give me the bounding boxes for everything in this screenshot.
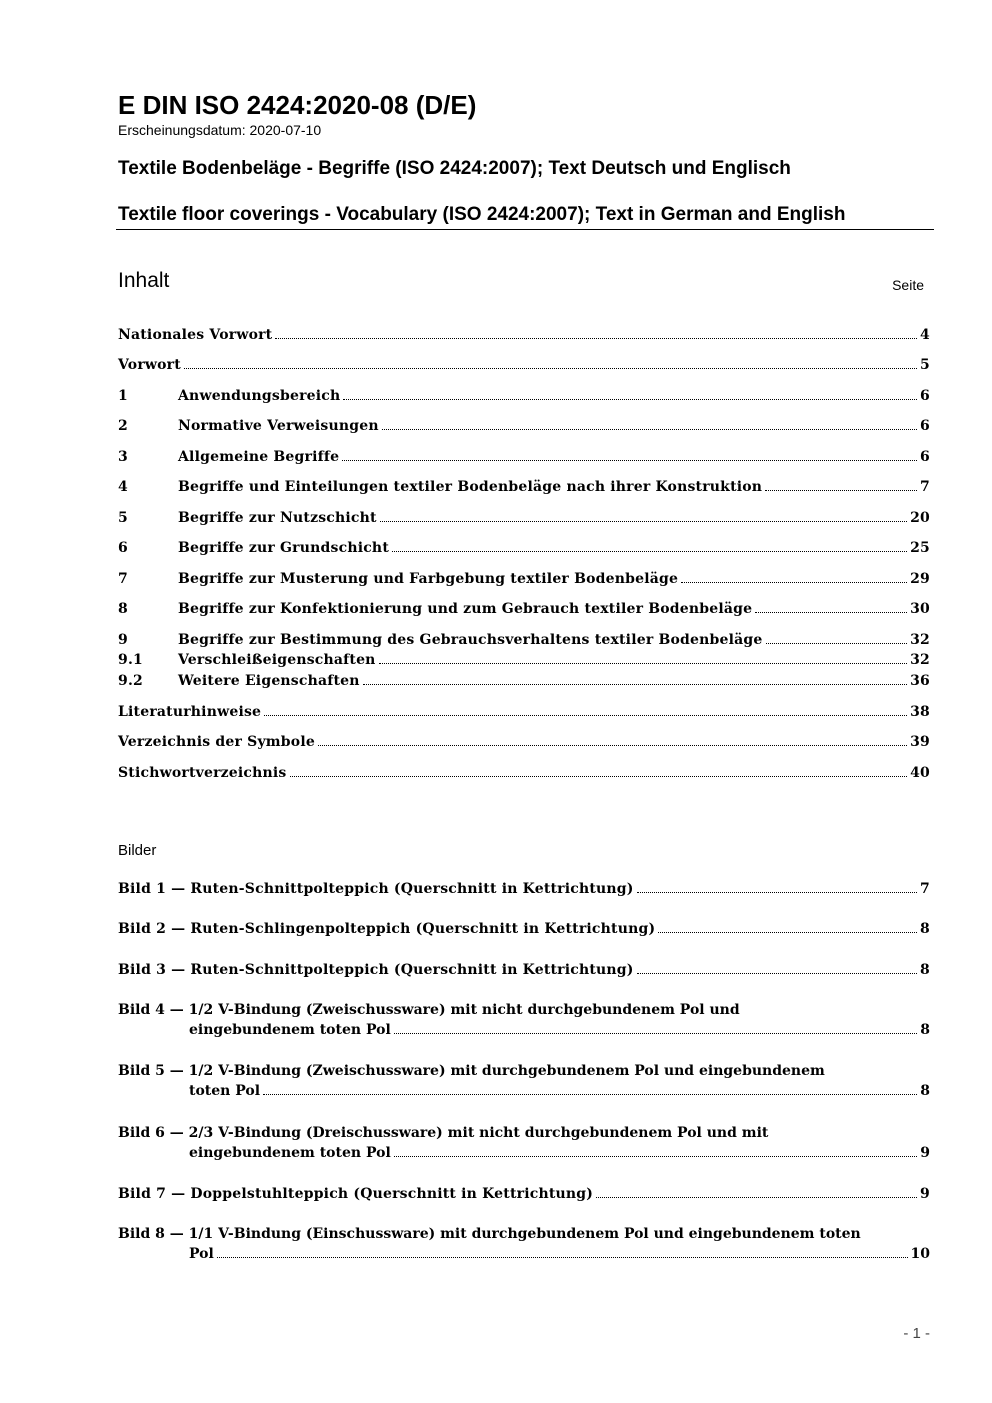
figure-entry-page: 7: [920, 881, 930, 897]
toc-entry-label: Verschleißeigenschaften: [178, 652, 376, 668]
dot-leader: [380, 521, 907, 522]
dot-leader: [318, 745, 907, 746]
toc-entry-number: 9: [118, 632, 128, 648]
toc-entry-page: 36: [910, 673, 930, 689]
figures-heading: Bilder: [118, 842, 157, 859]
toc-entry-label: Normative Verweisungen: [178, 418, 379, 434]
toc-entry-label: Literaturhinweise: [118, 704, 262, 720]
figure-entry[interactable]: [118, 880, 930, 899]
figure-entry-page: 8: [920, 921, 930, 937]
toc-entry-page: 7: [920, 479, 930, 495]
dot-leader: [392, 551, 907, 552]
toc-entry-page: 5: [920, 357, 930, 373]
toc-entry-number: 3: [118, 449, 128, 465]
dot-leader: [394, 1033, 917, 1034]
toc-entry[interactable]: [118, 651, 930, 670]
title-english: Textile floor coverings - Vocabulary (ISO 2424:2007); Text in German and English: [118, 204, 846, 225]
toc-entry-page: 4: [920, 327, 930, 343]
toc-entry-label: Begriffe und Einteilungen textiler Bodenbeläge nach ihrer Konstruktion: [178, 479, 763, 495]
toc-entry-number: 9.2: [118, 673, 143, 689]
toc-entry-number: 8: [118, 601, 128, 617]
figure-entry-line1: Bild 8 — 1/1 V-Bindung (Einschussware) mit durchgebundenem Pol und eingebundenem toten: [118, 1226, 861, 1242]
toc-entry[interactable]: [118, 631, 930, 650]
figure-entry-page: 10: [910, 1246, 930, 1262]
figure-entry[interactable]: [118, 920, 930, 939]
toc-entry-page: 32: [910, 652, 930, 668]
figure-entry-line2: eingebundenem toten Pol: [189, 1145, 391, 1161]
figure-entry-page: 9: [920, 1186, 930, 1202]
figure-entry-label: Bild 7 — Doppelstuhlteppich (Querschnitt in Kettrichtung): [118, 1186, 594, 1202]
toc-entry[interactable]: [118, 356, 930, 375]
toc-entry-label: Begriffe zur Musterung und Farbgebung textiler Bodenbeläge: [178, 571, 679, 587]
toc-entry[interactable]: [118, 733, 930, 752]
dot-leader: [755, 612, 907, 613]
figure-entry-label: Bild 2 — Ruten-Schlingenpolteppich (Querschnitt in Kettrichtung): [118, 921, 656, 937]
dot-leader: [382, 429, 917, 430]
dot-leader: [290, 776, 908, 777]
figure-entry-label: Bild 1 — Ruten-Schnittpolteppich (Querschnitt in Kettrichtung): [118, 881, 634, 897]
page-column-label: Seite: [892, 277, 924, 293]
toc-entry-number: 6: [118, 540, 128, 556]
dot-leader: [658, 932, 917, 933]
figure-entry-line2: eingebundenem toten Pol: [189, 1022, 391, 1038]
toc-entry-page: 40: [910, 765, 930, 781]
dot-leader: [394, 1156, 917, 1157]
toc-entry-page: 29: [910, 571, 930, 587]
toc-entry-page: 38: [910, 704, 930, 720]
title-german: Textile Bodenbeläge - Begriffe (ISO 2424:2007); Text Deutsch und Englisch: [118, 158, 791, 179]
toc-entry-page: 25: [910, 540, 930, 556]
toc-entry-page: 6: [920, 449, 930, 465]
dot-leader: [184, 368, 917, 369]
page-number: - 1 -: [903, 1325, 930, 1342]
figure-entry[interactable]: [118, 1123, 930, 1163]
toc-entry[interactable]: [118, 387, 930, 406]
toc-entry-number: 7: [118, 571, 128, 587]
toc-entry[interactable]: [118, 570, 930, 589]
dot-leader: [343, 399, 917, 400]
toc-heading: Inhalt: [118, 269, 170, 292]
toc-entry-number: 9.1: [118, 652, 143, 668]
dot-leader: [637, 973, 917, 974]
dot-leader: [766, 643, 908, 644]
figure-entry-page: 8: [920, 962, 930, 978]
figure-entry-line2: toten Pol: [189, 1083, 261, 1099]
toc-entry[interactable]: [118, 509, 930, 528]
toc-entry-label: Vorwort: [118, 357, 181, 373]
figure-entry-page: 8: [920, 1083, 930, 1099]
toc-entry-number: 2: [118, 418, 128, 434]
toc-entry-label: Allgemeine Begriffe: [178, 449, 340, 465]
toc-entry[interactable]: [118, 539, 930, 558]
toc-entry-label: Nationales Vorwort: [118, 327, 273, 343]
toc-entry-page: 30: [910, 601, 930, 617]
toc-entry[interactable]: [118, 326, 930, 345]
toc-entry-page: 6: [920, 418, 930, 434]
toc-entry-number: 1: [118, 388, 128, 404]
toc-entry[interactable]: [118, 478, 930, 497]
toc-entry-label: Verzeichnis der Symbole: [118, 734, 315, 750]
figure-entry-line1: Bild 6 — 2/3 V-Bindung (Dreischussware) mit nicht durchgebundenem Pol und mit: [118, 1125, 769, 1141]
toc-entry-page: 39: [910, 734, 930, 750]
publication-date: Erscheinungsdatum: 2020-07-10: [118, 122, 322, 138]
toc-entry-number: 4: [118, 479, 128, 495]
toc-entry-number: 5: [118, 510, 128, 526]
figure-entry[interactable]: [118, 1061, 930, 1101]
document-title: E DIN ISO 2424:2020-08 (D/E): [118, 90, 477, 120]
figure-entry[interactable]: [118, 1224, 930, 1264]
toc-entry-label: Begriffe zur Nutzschicht: [178, 510, 377, 526]
toc-entry-page: 32: [910, 632, 930, 648]
toc-entry-label: Begriffe zur Konfektionierung und zum Gebrauch textiler Bodenbeläge: [178, 601, 753, 617]
figure-entry-page: 9: [920, 1145, 930, 1161]
figure-entry-line1: Bild 4 — 1/2 V-Bindung (Zweischussware) mit nicht durchgebundenem Pol und: [118, 1002, 740, 1018]
dot-leader: [264, 715, 907, 716]
toc-entry[interactable]: [118, 672, 930, 691]
toc-entry-label: Begriffe zur Bestimmung des Gebrauchsverhaltens textiler Bodenbeläge: [178, 632, 763, 648]
toc-entry[interactable]: [118, 448, 930, 467]
toc-entry[interactable]: [118, 703, 930, 722]
dot-leader: [681, 582, 907, 583]
toc-entry-label: Begriffe zur Grundschicht: [178, 540, 389, 556]
dot-leader: [637, 892, 917, 893]
figure-entry-label: Bild 3 — Ruten-Schnittpolteppich (Querschnitt in Kettrichtung): [118, 962, 634, 978]
header-divider: [116, 229, 934, 230]
dot-leader: [596, 1197, 917, 1198]
toc-entry-page: 6: [920, 388, 930, 404]
dot-leader: [765, 490, 917, 491]
toc-entry-page: 20: [910, 510, 930, 526]
dot-leader: [275, 338, 917, 339]
toc-entry-label: Anwendungsbereich: [178, 388, 341, 404]
toc-entry[interactable]: [118, 764, 930, 783]
dot-leader: [342, 460, 917, 461]
figure-entry[interactable]: [118, 1000, 930, 1040]
figure-entry[interactable]: [118, 1185, 930, 1204]
figure-entry[interactable]: [118, 961, 930, 980]
figure-entry-page: 8: [920, 1022, 930, 1038]
figure-entry-line1: Bild 5 — 1/2 V-Bindung (Zweischussware) mit durchgebundenem Pol und eingebundenem: [118, 1063, 825, 1079]
toc-entry-label: Weitere Eigenschaften: [178, 673, 360, 689]
toc-entry[interactable]: [118, 600, 930, 619]
figure-entry-line2: Pol: [189, 1246, 214, 1262]
dot-leader: [217, 1257, 908, 1258]
dot-leader: [379, 663, 908, 664]
dot-leader: [363, 684, 907, 685]
dot-leader: [263, 1094, 917, 1095]
toc-entry[interactable]: [118, 417, 930, 436]
toc-entry-label: Stichwortverzeichnis: [118, 765, 287, 781]
